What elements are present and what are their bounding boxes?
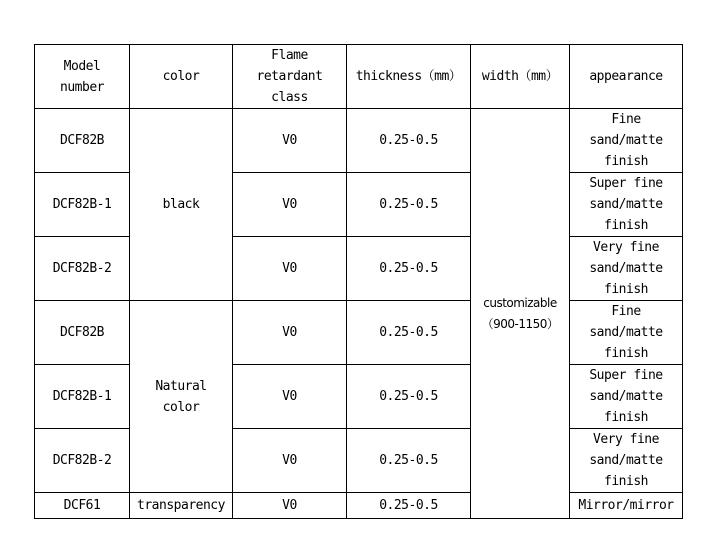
model-cell: DCF61 [35,493,130,519]
table-row [35,109,683,173]
color-cell-transparency: transparency [130,493,233,519]
appearance-cell: Very fine sand/matte finish [570,429,683,493]
appearance-cell: Fine sand/matte finish [570,109,683,173]
thickness-cell: 0.25-0.5 [347,173,471,237]
model-cell: DCF82B [35,301,130,365]
appearance-cell: Mirror/mirror [570,493,683,519]
header-width: width（mm） [471,45,570,109]
color-cell-black: black [130,109,233,301]
appearance-cell: Very fine sand/matte finish [570,237,683,301]
flame-cell: V0 [233,429,347,493]
thickness-cell: 0.25-0.5 [347,237,471,301]
appearance-cell: Fine sand/matte finish [570,301,683,365]
header-row [35,45,683,109]
flame-cell: V0 [233,365,347,429]
flame-cell: V0 [233,109,347,173]
table-row [35,493,683,519]
thickness-cell: 0.25-0.5 [347,109,471,173]
flame-cell: V0 [233,493,347,519]
model-cell: DCF82B-1 [35,365,130,429]
header-thickness: thickness（mm） [347,45,471,109]
width-cell [471,109,570,519]
thickness-cell: 0.25-0.5 [347,301,471,365]
header-flame: Flame retardant class [233,45,347,109]
appearance-cell: Super fine sand/matte finish [570,173,683,237]
flame-cell: V0 [233,301,347,365]
width-range: （900-1150） [481,316,559,331]
thickness-cell: 0.25-0.5 [347,429,471,493]
flame-cell: V0 [233,173,347,237]
model-cell: DCF82B-2 [35,429,130,493]
width-text: customizable [483,295,557,310]
spec-table [34,44,683,519]
model-cell: DCF82B-2 [35,237,130,301]
thickness-cell: 0.25-0.5 [347,493,471,519]
table-row [35,301,683,365]
header-model: Model number [35,45,130,109]
header-appearance: appearance [570,45,683,109]
thickness-cell: 0.25-0.5 [347,365,471,429]
appearance-cell: Super fine sand/matte finish [570,365,683,429]
header-color: color [130,45,233,109]
model-cell: DCF82B-1 [35,173,130,237]
flame-cell: V0 [233,237,347,301]
model-cell: DCF82B [35,109,130,173]
color-cell-natural: Natural color [130,301,233,493]
